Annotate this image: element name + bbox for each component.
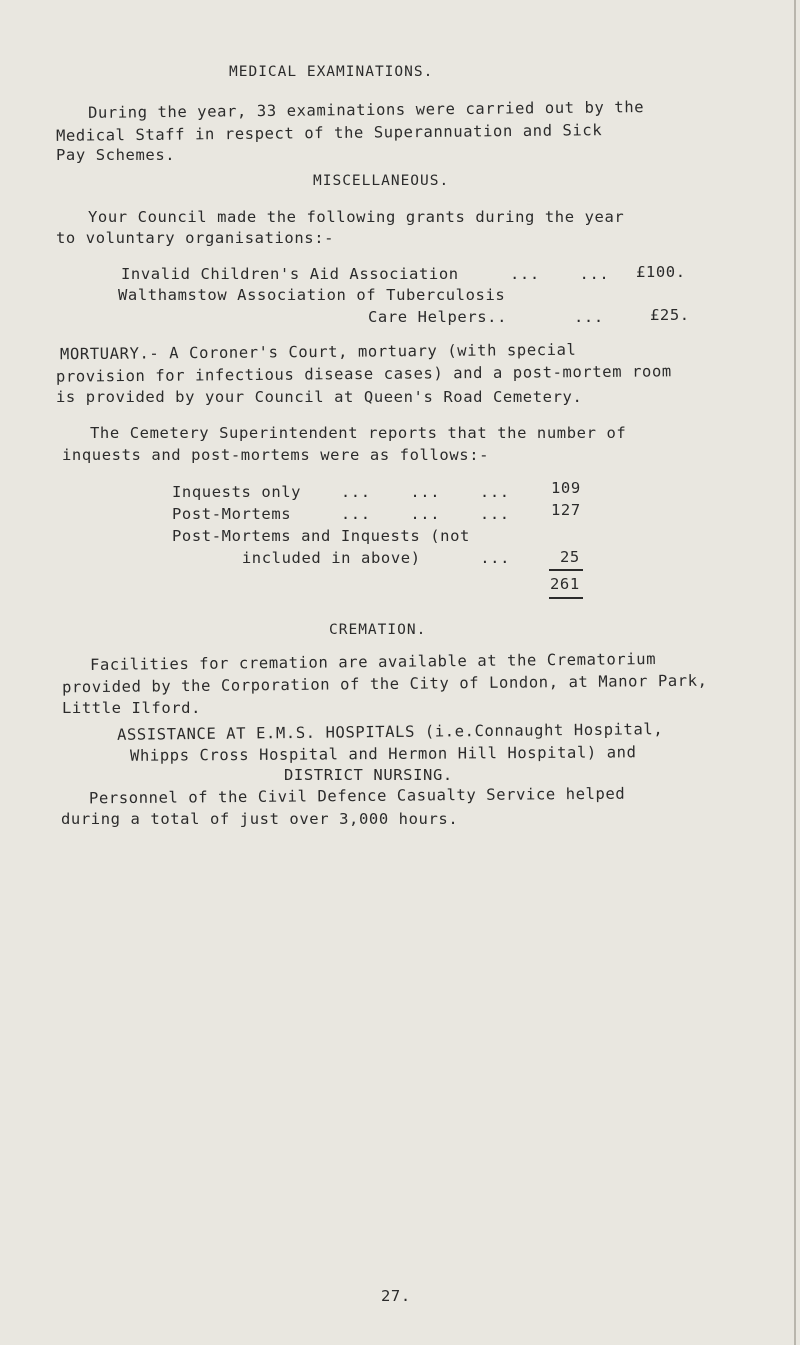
cremation-line-1: Facilities for cremation are available at the Crematorium [89, 650, 657, 674]
inquests-only-value: 109 [551, 479, 581, 497]
post-mortems-and-inquests-label-2: included in above) ... [222, 549, 511, 567]
post-mortems-label: Post-Mortems ... ... ... [172, 505, 510, 523]
grant-1-amount: £100. [636, 263, 686, 281]
medical-line-1: During the year, 33 examinations were carried out by the [87, 98, 645, 122]
mortuary-line-3: is provided by your Council at Queen's Road Cemetery. [56, 388, 583, 406]
total-rule-top [549, 569, 583, 571]
misc-intro-line-2: to voluntary organisations:- [56, 229, 335, 247]
grant-2-amount: £25. [650, 306, 690, 324]
cremation-line-3: Little Ilford. [62, 699, 202, 717]
assistance-heading-line-3: DISTRICT NURSING. [284, 766, 453, 784]
post-mortems-and-inquests-label-1: Post-Mortems and Inquests (not [172, 527, 470, 545]
medical-line-2: Medical Staff in respect of the Superannuation and Sick [55, 121, 603, 145]
mortuary-line-1: MORTUARY.- A Coroner's Court, mortuary (with special [59, 340, 577, 364]
page-number: 27. [381, 1287, 411, 1305]
inquests-only-label: Inquests only ... ... ... [172, 483, 510, 501]
assistance-line-1: Personnel of the Civil Defence Casualty Service helped [88, 784, 626, 808]
mortuary-line-2: provision for infectious disease cases) and a post-mortem room [55, 362, 672, 386]
heading-cremation: CREMATION. [329, 622, 427, 638]
grant-2-dots: ... [574, 308, 604, 326]
grant-1-label: Invalid Children's Aid Association [121, 265, 459, 283]
total-rule-bottom [549, 597, 583, 599]
page-edge [794, 0, 796, 1345]
cremation-line-2: provided by the Corporation of the City of London, at Manor Park, [61, 671, 708, 697]
post-mortems-value: 127 [551, 501, 581, 519]
cemetery-intro-line-1: The Cemetery Superintendent reports that the number of [90, 424, 627, 442]
post-mortems-and-inquests-value: 25 [560, 548, 580, 566]
cemetery-intro-line-2: inquests and post-mortems were as follows:- [62, 446, 490, 464]
grant-1-dots: ... ... [510, 265, 610, 283]
heading-miscellaneous: MISCELLANEOUS. [313, 173, 450, 189]
grant-2-label-line-1: Walthamstow Association of Tuberculosis [118, 286, 506, 304]
grant-2-label-line-2: Care Helpers.. [368, 308, 508, 326]
misc-intro-line-1: Your Council made the following grants during the year [88, 208, 625, 226]
assistance-heading-line-1: ASSISTANCE AT E.M.S. HOSPITALS (i.e.Connaught Hospital, [116, 720, 664, 744]
medical-line-3: Pay Schemes. [56, 146, 176, 164]
assistance-heading-line-2: Whipps Cross Hospital and Hermon Hill Hospital) and [129, 743, 637, 765]
heading-medical-examinations: MEDICAL EXAMINATIONS. [229, 64, 434, 80]
assistance-line-2: during a total of just over 3,000 hours. [61, 810, 459, 828]
total-value: 261 [550, 575, 580, 593]
